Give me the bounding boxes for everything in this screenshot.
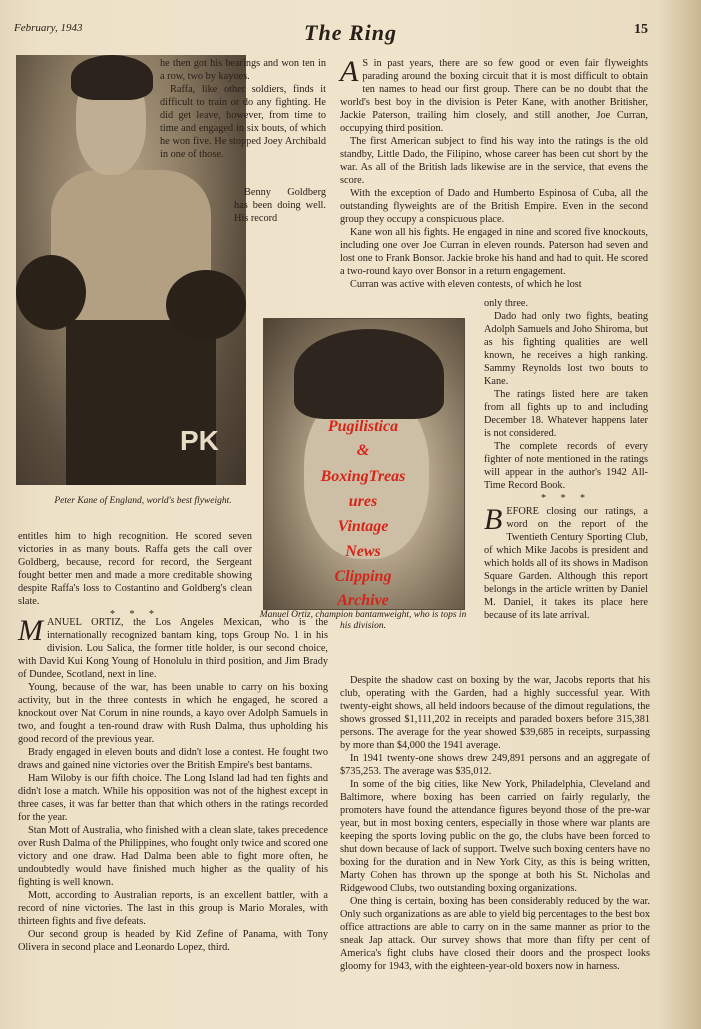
before-1941: In 1941 twenty-one shows drew 249,891 persons and an aggregate of $735,253. The average was $35,012.	[340, 753, 650, 777]
col1-goldberg: Benny Goldberg has been doing well. His record	[234, 187, 326, 224]
drop-cap-a: A	[340, 55, 359, 88]
before-jacobs: Despite the shadow cast on boxing by the war, Jacobs reports that his club, operating with the Garden, had a highly successful year. With twenty-eight shows, all held indoors because of the dimout regulations, the shows grossed $1,111,202 in receipts and paraded boxers before 315,381 persons. The average for the year showed $39,685 in receipts, surpassing by more than $4,000 the 1941 average.	[340, 675, 650, 751]
col1-cont: entitles him to high recognition. He scored seven victories in as many bouts. Raffa gets the call over Goldberg, because, record for record, the Sergeant fought better men and made a more creditable showing despite Raffa's loss to Costantino and Goldberg's clean slate.	[18, 531, 252, 607]
ortiz-intro: MANUEL ORTIZ, the Los Angeles Mexican, who is the internationally recognized bantam king, tops Group No. 1 in his division. Lou Salica, the former title holder, is our second choice, with David Kui Kong Young of Honolulu in third position, and Jim Brady of Dundee, Scotland, next in line.	[18, 614, 328, 680]
watermark-line: BoxingTreas	[320, 468, 406, 485]
before-intro: BEFORE closing our ratings, a word on the report of the Twentieth Century Sporting Club, of which Mike Jacobs is president and which holds all of its shows in Madison Square Garden. Although this report belongs in the article written by Daniel M. Daniel, it takes its place here because of its late arrival.	[484, 503, 648, 621]
manuel-ortiz-photo	[263, 318, 465, 610]
trunks-initials: PK	[180, 425, 219, 456]
ortiz-wiloby: Ham Wiloby is our fifth choice. The Long Island lad had ten fights and didn't lose a match. While his opposition was not of the highest except in three cases, it was far better than that which others in the ratings recorded for the year.	[18, 773, 328, 823]
fly-record-book: The complete records of every fighter of note mentioned in the ratings will appear in the author's 1942 All-Time Record Book.	[484, 441, 648, 491]
fly-empire: With the exception of Dado and Humberto Espinosa of Cuba, all the outstanding flyweights are of the British Empire. Even in the second group they occupy a conspicuous place.	[340, 188, 648, 225]
section-divider: * * *	[541, 493, 591, 504]
fly-narrow-column	[484, 297, 648, 622]
watermark-line: Pugilistica	[327, 418, 399, 435]
watermark-line: ures	[348, 493, 378, 510]
col1-top-text	[160, 57, 326, 83]
col1-raffa-text	[160, 83, 326, 161]
flyweight-section	[340, 57, 648, 291]
fly-dado-fights: Dado had only two fights, beating Adolph Samuels and Joho Shiroma, but as his fighting qualities are well known, he receives a high ranking. Sammy Reynolds lost two bouts to Kane.	[484, 311, 648, 387]
kane-caption: Peter Kane of England, world's best flyweight.	[54, 496, 232, 506]
fly-dado: The first American subject to find his way into the ratings is the old standby, Little Dado, the Filipino, whose career has been cut short by the war. As all of the British lads likewise are in the service, that evens the score.	[340, 136, 648, 186]
col1-top: he then got his bearings and won ten in a row, two by kayoes.	[160, 58, 326, 82]
before-conclusion: One thing is certain, boxing has been considerably reduced by the war. Only such organizations as are able to yield big percentages to the best box office attractions are able to carry on in the same manner as prior to the sneak Jap attack. Our survey shows that more than fifty per cent of America's fight clubs have closed their doors and the prospect looks gloomy for 1943, with the eighteen-year-old boxers now in harness.	[340, 896, 650, 972]
issue-date: February, 1943	[14, 22, 83, 34]
ortiz-caption: Manuel Ortiz, champion bantamweight, who is tops in his division.	[259, 610, 467, 631]
watermark-line: Clipping	[334, 568, 392, 585]
drop-cap-m: M	[18, 614, 43, 647]
watermark-line: &	[356, 442, 370, 459]
drop-cap-b: B	[484, 503, 503, 536]
ortiz-mott: Stan Mott of Australia, who finished with a clean slate, takes precedence over Rush Dalma of the Philippines, who fought only twice and scored one victory and one draw. Had Dalma been able to fight more often, he undoubtedly would have finished much higher as the quality of his fighting is well known.	[18, 825, 328, 888]
report-section	[340, 674, 650, 973]
ortiz-section	[18, 616, 328, 954]
before-cities: In some of the big cities, like New York, Philadelphia, Cleveland and Baltimore, where boxing has been carried on fairly regularly, the promoters have found the attendance figures beyond those of the pre-war year, but in most boxing centers, especially in those where war plants are keeping the sports loving public on the go, the clubs have been forced to shut down because of lack of support. Twelve such boxing centers have no boxing for the duration and in New York City, as this is being written, Marty Cohen has thrown up the sponge at both his St. Nicholas and Ridgewood Clubs, two outstanding boxing organizations.	[340, 779, 650, 894]
ortiz-young: Young, because of the war, has been unable to carry on his boxing activity, but in the three contests in which he engaged, he scored a knockout over Nat Corum in nine rounds, a kayo over Adolph Samuels in two, and fought a ten-round draw with Rush Dalma, thus upholding his good record of the previous year.	[18, 682, 328, 745]
fly-kane: Kane won all his fights. He engaged in nine and scored five knockouts, including one over Joe Curran in eleven rounds. Paterson had seven and lost one to Frank Bonsor. Jackie broke his hand and had to quit. He scored a two-round kayo over Bonsor in a return engagement.	[340, 227, 648, 277]
col1-raffa: Raffa, like other soldiers, finds it difficult to train or do any fighting. He did get leave, however, from time to time and engaged in six bouts, of which he won five. He stopped Joey Archibald in one of those.	[160, 84, 326, 160]
ortiz-mott-record: Mott, according to Australian reports, is an excellent battler, with a record of nine victories. The last in this group is Mario Morales, with thirteen fights and five defeats.	[18, 890, 328, 927]
col1-goldberg-text	[234, 186, 326, 225]
section-divider: * * *	[110, 609, 160, 620]
left-column	[18, 530, 252, 621]
fly-curran: Curran was active with eleven contests, of which he lost	[350, 279, 582, 290]
watermark-line: News	[345, 543, 381, 560]
watermark-line: Archive	[337, 592, 389, 609]
ortiz-brady: Brady engaged in eleven bouts and didn't lose a contest. He fought two draws and gained nine victories over the British Empire's best bantams.	[18, 747, 328, 771]
page-number: 15	[634, 22, 648, 37]
fly-ratings-date: The ratings listed here are taken from all fights up to and including December 18. Whatever happens later is not considered.	[484, 389, 648, 439]
fly-curran-cont: only three.	[484, 298, 529, 309]
watermark-line: Vintage	[337, 518, 389, 535]
fly-intro: A S in past years, there are so few good or even fair flyweights parading around the boxing circuit that it is most difficult to obtain ten names to head our first group. There can be no doubt that the world's best boy in the division is Peter Kane, with another Britisher, Jackie Paterson, trailing him closely, and still another, Joe Curran, occupying third position.	[340, 55, 648, 134]
magazine-title: The Ring	[304, 20, 397, 45]
ortiz-second-group: Our second group is headed by Kid Zefine of Panama, with Tony Olivera in second place and Leonardo Lopez, third.	[18, 929, 328, 953]
